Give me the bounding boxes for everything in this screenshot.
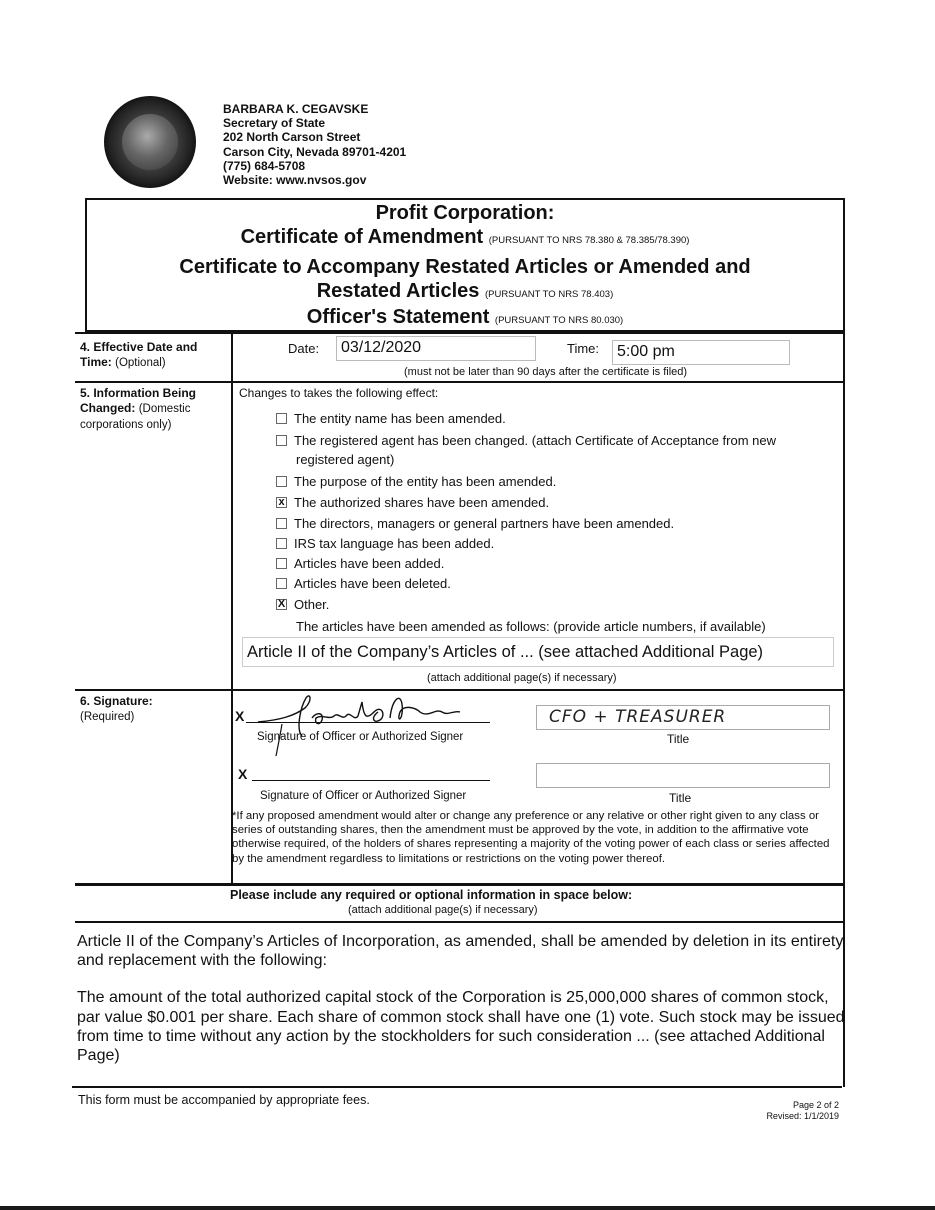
effective-date-input[interactable]: 03/12/2020 bbox=[336, 336, 536, 361]
date-note: (must not be later than 90 days after the certificate is filed) bbox=[404, 366, 688, 378]
divider bbox=[72, 1086, 842, 1088]
fees-note: This form must be accompanied by appropriate fees. bbox=[78, 1093, 370, 1107]
title-2-caption: Title bbox=[669, 791, 692, 805]
page-number: Page 2 of 2 bbox=[792, 1100, 839, 1110]
checkbox-icon[interactable] bbox=[276, 476, 287, 487]
secretary-name: BARBARA K. CEGAVSKE bbox=[223, 102, 369, 116]
title-1-input[interactable] bbox=[536, 705, 830, 730]
section-6-label: 6. Signature: (Required) bbox=[80, 694, 153, 723]
option-irs-tax[interactable]: IRS tax language has been added. bbox=[276, 536, 494, 551]
amended-prompt: The articles have been amended as follows: (provide article numbers, if available) bbox=[296, 619, 766, 634]
attach-note: (attach additional page(s) if necessary) bbox=[427, 672, 617, 684]
divider bbox=[75, 883, 845, 886]
amendment-footnote: *If any proposed amendment would alter or change any preference or any relative or other right given to any class or series of outstanding shares, then the amendment must be approved by the vote, in addition to the affirmative vote otherwise required, of the holders of shares representing a majority of the voting power of each class or series affected by the amendment regardless to limitations or restrictions on the voting power thereof. bbox=[232, 810, 830, 865]
additional-info-text bbox=[77, 932, 847, 1083]
additional-info-heading: Please include any required or optional information in space below: bbox=[230, 888, 633, 902]
form-title-box bbox=[85, 198, 845, 332]
title-line-4: Restated Articles (PURSUANT TO NRS 78.403) bbox=[316, 280, 614, 302]
additional-info-subheading: (attach additional page(s) if necessary) bbox=[348, 904, 538, 916]
additional-paragraph-2: The amount of the total authorized capital stock of the Corporation is 25,000,000 shares of common stock, par value $0.001 per share. Each share of common stock shall have one (1) vote. Such stock may be issued from time to time without any action by the stockholders for such consideration ... (see attached Additional Page) bbox=[77, 989, 845, 1065]
divider bbox=[75, 381, 845, 383]
agency-website: Website: www.nvsos.gov bbox=[223, 173, 367, 188]
checkbox-icon[interactable] bbox=[276, 558, 287, 569]
option-directors[interactable]: The directors, managers or general partners have been amended. bbox=[276, 516, 674, 531]
nevada-state-seal-icon bbox=[104, 96, 196, 188]
signature-1-x-mark: X bbox=[235, 708, 245, 724]
option-registered-agent[interactable]: The registered agent has been changed. (attach Certificate of Acceptance from new bbox=[276, 433, 776, 448]
checkbox-icon[interactable] bbox=[276, 518, 287, 529]
title-line-2: Certificate of Amendment (PURSUANT TO NRS 78.380 & 78.385/78.390) bbox=[240, 226, 690, 248]
option-authorized-shares[interactable]: x The authorized shares have been amended. bbox=[276, 495, 549, 510]
divider bbox=[231, 332, 233, 884]
amended-articles-input[interactable]: Article II of the Company’s Articles of ... (see attached Additional Page) bbox=[242, 637, 834, 667]
agency-city: Carson City, Nevada 89701-4201 bbox=[223, 144, 407, 159]
date-label: Date: bbox=[288, 341, 320, 356]
revised-date: Revised: 1/1/2019 bbox=[766, 1111, 839, 1121]
signature-2-line[interactable] bbox=[252, 780, 490, 781]
agency-phone: (775) 684-5708 bbox=[223, 158, 306, 173]
checkbox-checked-icon[interactable]: x bbox=[276, 497, 287, 508]
checkbox-icon[interactable] bbox=[276, 578, 287, 589]
time-label: Time: bbox=[567, 341, 600, 356]
signature-2-x-mark: X bbox=[238, 766, 248, 782]
option-registered-agent-cont: registered agent) bbox=[296, 452, 395, 467]
section-5-label: 5. Information Being Changed: (Domestic corporations only) bbox=[80, 386, 197, 431]
title-1-value: CFO + TREASURER bbox=[549, 707, 727, 727]
checkbox-icon[interactable] bbox=[276, 435, 287, 446]
title-line-5: Officer's Statement (PURSUANT TO NRS 80.030) bbox=[306, 306, 624, 328]
handwritten-signature-icon[interactable] bbox=[250, 690, 480, 760]
secretary-office: Secretary of State bbox=[223, 116, 326, 131]
page-info bbox=[750, 1100, 839, 1122]
option-other[interactable]: X Other. bbox=[277, 597, 330, 612]
agency-street: 202 North Carson Street bbox=[223, 130, 361, 145]
option-entity-name[interactable]: The entity name has been amended. bbox=[276, 411, 506, 426]
nrs-citation: (PURSUANT TO NRS 80.030) bbox=[494, 315, 624, 326]
title-line-1: Profit Corporation: bbox=[375, 202, 555, 224]
additional-paragraph-1: Article II of the Company’s Articles of Incorporation, as amended, shall be amended by deletion in its entirety and replacement with the following: bbox=[77, 933, 844, 970]
signature-2-caption: Signature of Officer or Authorized Signer bbox=[260, 790, 467, 802]
title-1-caption: Title bbox=[667, 732, 690, 746]
divider bbox=[75, 332, 845, 334]
option-purpose[interactable]: The purpose of the entity has been amended. bbox=[276, 474, 556, 489]
checkbox-checked-icon[interactable]: X bbox=[277, 598, 286, 610]
divider bbox=[75, 921, 845, 923]
option-articles-added[interactable]: Articles have been added. bbox=[276, 556, 444, 571]
title-2-input[interactable] bbox=[536, 763, 830, 788]
effective-time-input[interactable]: 5:00 pm bbox=[612, 340, 790, 365]
agency-address-block bbox=[223, 102, 406, 187]
nrs-citation: (PURSUANT TO NRS 78.403) bbox=[484, 289, 614, 300]
signature-1-caption: Signature of Officer or Authorized Signer bbox=[257, 731, 464, 743]
nrs-citation: (PURSUANT TO NRS 78.380 & 78.385/78.390) bbox=[488, 235, 690, 246]
checkbox-icon[interactable] bbox=[276, 538, 287, 549]
checkbox-icon[interactable] bbox=[276, 413, 287, 424]
title-line-3: Certificate to Accompany Restated Articles or Amended and bbox=[179, 256, 751, 278]
changes-intro: Changes to takes the following effect: bbox=[239, 386, 439, 400]
section-4-label: 4. Effective Date and Time: (Optional) bbox=[80, 340, 198, 369]
option-articles-deleted[interactable]: Articles have been deleted. bbox=[276, 576, 451, 591]
scan-edge bbox=[0, 1206, 935, 1210]
